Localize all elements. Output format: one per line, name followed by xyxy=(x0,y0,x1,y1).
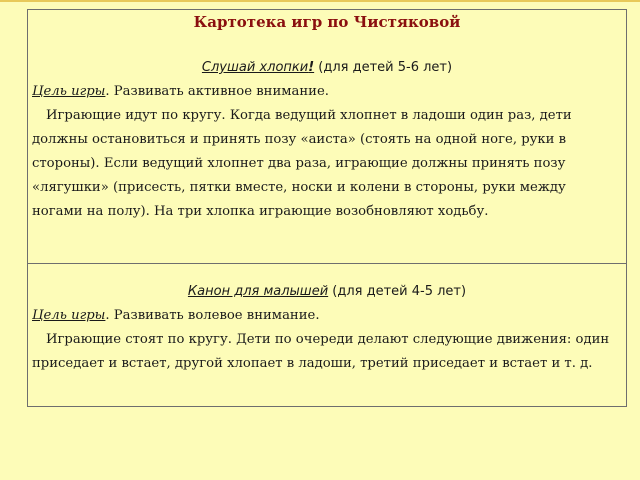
game-1-description: Играющие идут по кругу. Когда ведущий хлопнет в ладоши один раз, дети должны остановиться и принять позу «аиста» (стоять на одной ноге, руки в стороны). Если ведущий хлопнет два раза, играющие должны принять позу «лягушки» (присесть, пятки вместе, носки и колени в стороны, руки между ногами на полу). На три хлопка играющие возобновляют ходьбу. xyxy=(32,108,572,219)
game-2-title xyxy=(28,283,626,301)
game-2-goal-text: . Развивать волевое внимание. xyxy=(105,308,320,323)
game-1-goal-text: . Развивать активное внимание. xyxy=(105,84,329,99)
game-1-goal-label: Цель игры xyxy=(32,84,106,99)
game-2-goal xyxy=(32,304,620,328)
game-1-goal xyxy=(32,80,620,104)
game-1-title xyxy=(28,59,626,77)
game-2-goal-label: Цель игры xyxy=(32,308,106,323)
game-1-age: (для детей 5-6 лет) xyxy=(314,60,453,75)
game-card-table xyxy=(27,9,627,407)
table-cell-divider xyxy=(28,263,626,264)
game-1-name: Слушай хлопки! xyxy=(201,60,315,75)
game-2-name: Канон для малышей xyxy=(187,284,329,299)
top-border-line xyxy=(0,0,640,2)
game-2-description: Играющие стоят по кругу. Дети по очереди делают следующие движения: один приседает и встает, другой хлопает в ладоши, третий приседает и встает и т. д. xyxy=(32,332,610,371)
page-title: Картотека игр по Чистяковой xyxy=(193,13,461,31)
game-2-age: (для детей 4-5 лет) xyxy=(328,284,467,299)
